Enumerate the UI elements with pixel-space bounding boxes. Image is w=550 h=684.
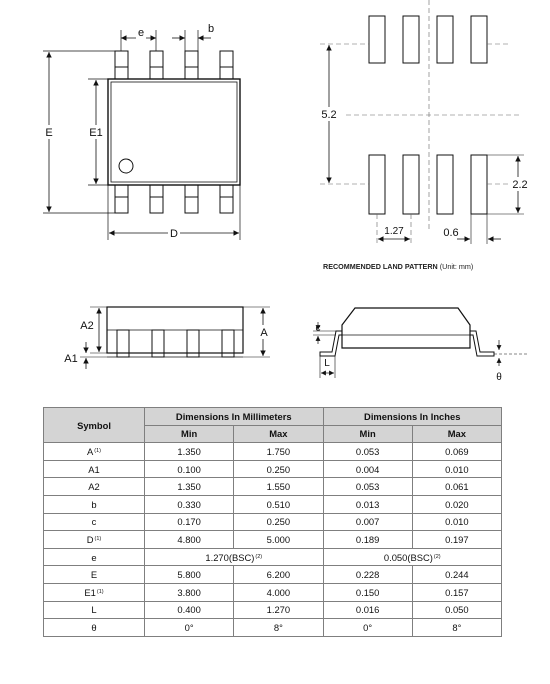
mm-max-cell: 5.000 [234,531,323,549]
mm-max-cell: 0.250 [234,513,323,531]
symbol-cell: $A^{(1)}$ [44,443,145,461]
table-row [44,619,502,637]
dim-c-label: c [315,323,321,334]
in-max-cell: 0.010 [412,460,501,478]
mm-max-cell: 4.000 [234,583,323,601]
dim-theta-label: θ [496,372,502,383]
mm-min-cell: 3.800 [145,583,234,601]
land-pattern [320,0,524,244]
table-row [44,601,502,619]
in-min-cell: 0° [323,619,412,637]
mm-min-cell: 5.800 [145,566,234,584]
in-max-cell: 0.157 [412,583,501,601]
dim-A-label: A [260,327,268,339]
table-row [44,495,502,513]
table-row [44,566,502,584]
lead [150,185,163,213]
symbol-cell: e [44,548,145,566]
mm-max-cell: 6.200 [234,566,323,584]
table-row [44,513,502,531]
in-max-cell: 0.061 [412,478,501,496]
mm-max-cell: 8° [234,619,323,637]
lead [115,51,128,79]
in-max-cell: 0.069 [412,443,501,461]
in-max-cell: 0.050 [412,601,501,619]
dim-E-label: E [45,127,53,139]
package-body [108,79,240,185]
in-min-cell: 0.053 [323,478,412,496]
dim-L-label: L [324,358,330,369]
land-pad-width-label: 0.6 [443,227,459,239]
mm-max-cell: 0.250 [234,460,323,478]
dim-D-label: D [170,228,178,240]
caption-unit: (Unit: mm) [437,262,474,271]
caption-title: RECOMMENDED LAND PATTERN [323,262,438,271]
side-view [80,307,270,369]
land-pad-length-label: 2.2 [512,179,528,191]
in-bsc-cell: 0.050(BSC)$^{(2)}$ [323,548,502,566]
symbol-cell: θ [44,619,145,637]
symbol-header: Symbol [44,408,145,443]
table-row [44,548,502,566]
in-max-cell: 8° [412,619,501,637]
end-body [342,308,470,348]
in-max-header: Max [412,425,501,443]
lead [220,51,233,79]
mm-min-cell: 0.330 [145,495,234,513]
in-min-cell: 0.004 [323,460,412,478]
dim-e-label: e [137,27,145,39]
dimensions-table [43,407,502,637]
symbol-cell: E1$^{(1)}$ [44,583,145,601]
dim-E1-label: E1 [89,127,103,139]
dim-A1-label: A1 [64,353,78,365]
mm-min-cell: 0.400 [145,601,234,619]
mm-min-header: Min [145,425,234,443]
symbol-cell: $D^{(1)}$ [44,531,145,549]
mm-header: Dimensions In Millimeters [145,408,324,426]
dim-A2-label: A2 [80,320,94,332]
table-row [44,460,502,478]
mm-min-cell: 4.800 [145,531,234,549]
land-span-label: 5.2 [321,109,337,121]
mm-min-cell: 0.170 [145,513,234,531]
mm-max-cell: 1.750 [234,443,323,461]
lead [185,185,198,213]
in-min-cell: 0.007 [323,513,412,531]
mm-min-cell: 1.350 [145,443,234,461]
in-min-cell: 0.150 [323,583,412,601]
symbol-cell: L [44,601,145,619]
land-pad [403,16,419,63]
lead [185,51,198,79]
table-row [44,443,502,461]
symbol-cell: b [44,495,145,513]
lead [220,185,233,213]
table-row [44,583,502,601]
table-row [44,478,502,496]
in-min-cell: 0.189 [323,531,412,549]
land-pattern-caption [323,262,473,271]
land-pitch-label: 1.27 [384,226,404,237]
dim-b-label: b [207,23,215,35]
land-pad [437,155,453,214]
table-row [44,531,502,549]
in-max-cell: 0.020 [412,495,501,513]
mm-min-cell: 1.350 [145,478,234,496]
mm-bsc-cell: 1.270(BSC)$^{(2)}$ [145,548,324,566]
in-max-cell: 0.197 [412,531,501,549]
lead [115,185,128,213]
header-row [44,408,502,426]
symbol-cell: A2 [44,478,145,496]
inch-header: Dimensions In Inches [323,408,502,426]
lead [150,51,163,79]
mm-max-cell: 1.270 [234,601,323,619]
land-pad [403,155,419,214]
pin1-marker [119,159,133,173]
mm-min-cell: 0° [145,619,234,637]
top-view [43,30,240,240]
land-pad [471,16,487,63]
in-min-header: Min [323,425,412,443]
in-min-cell: 0.013 [323,495,412,513]
symbol-cell: c [44,513,145,531]
land-pad [369,16,385,63]
symbol-cell: A1 [44,460,145,478]
in-min-cell: 0.228 [323,566,412,584]
mm-max-cell: 0.510 [234,495,323,513]
land-pad [369,155,385,214]
land-pad [437,16,453,63]
mm-max-cell: 1.550 [234,478,323,496]
in-max-cell: 0.010 [412,513,501,531]
in-min-cell: 0.016 [323,601,412,619]
in-max-cell: 0.244 [412,566,501,584]
in-min-cell: 0.053 [323,443,412,461]
land-pad [471,155,487,214]
mm-max-header: Max [234,425,323,443]
end-view [313,308,528,378]
symbol-cell: E [44,566,145,584]
mm-min-cell: 0.100 [145,460,234,478]
